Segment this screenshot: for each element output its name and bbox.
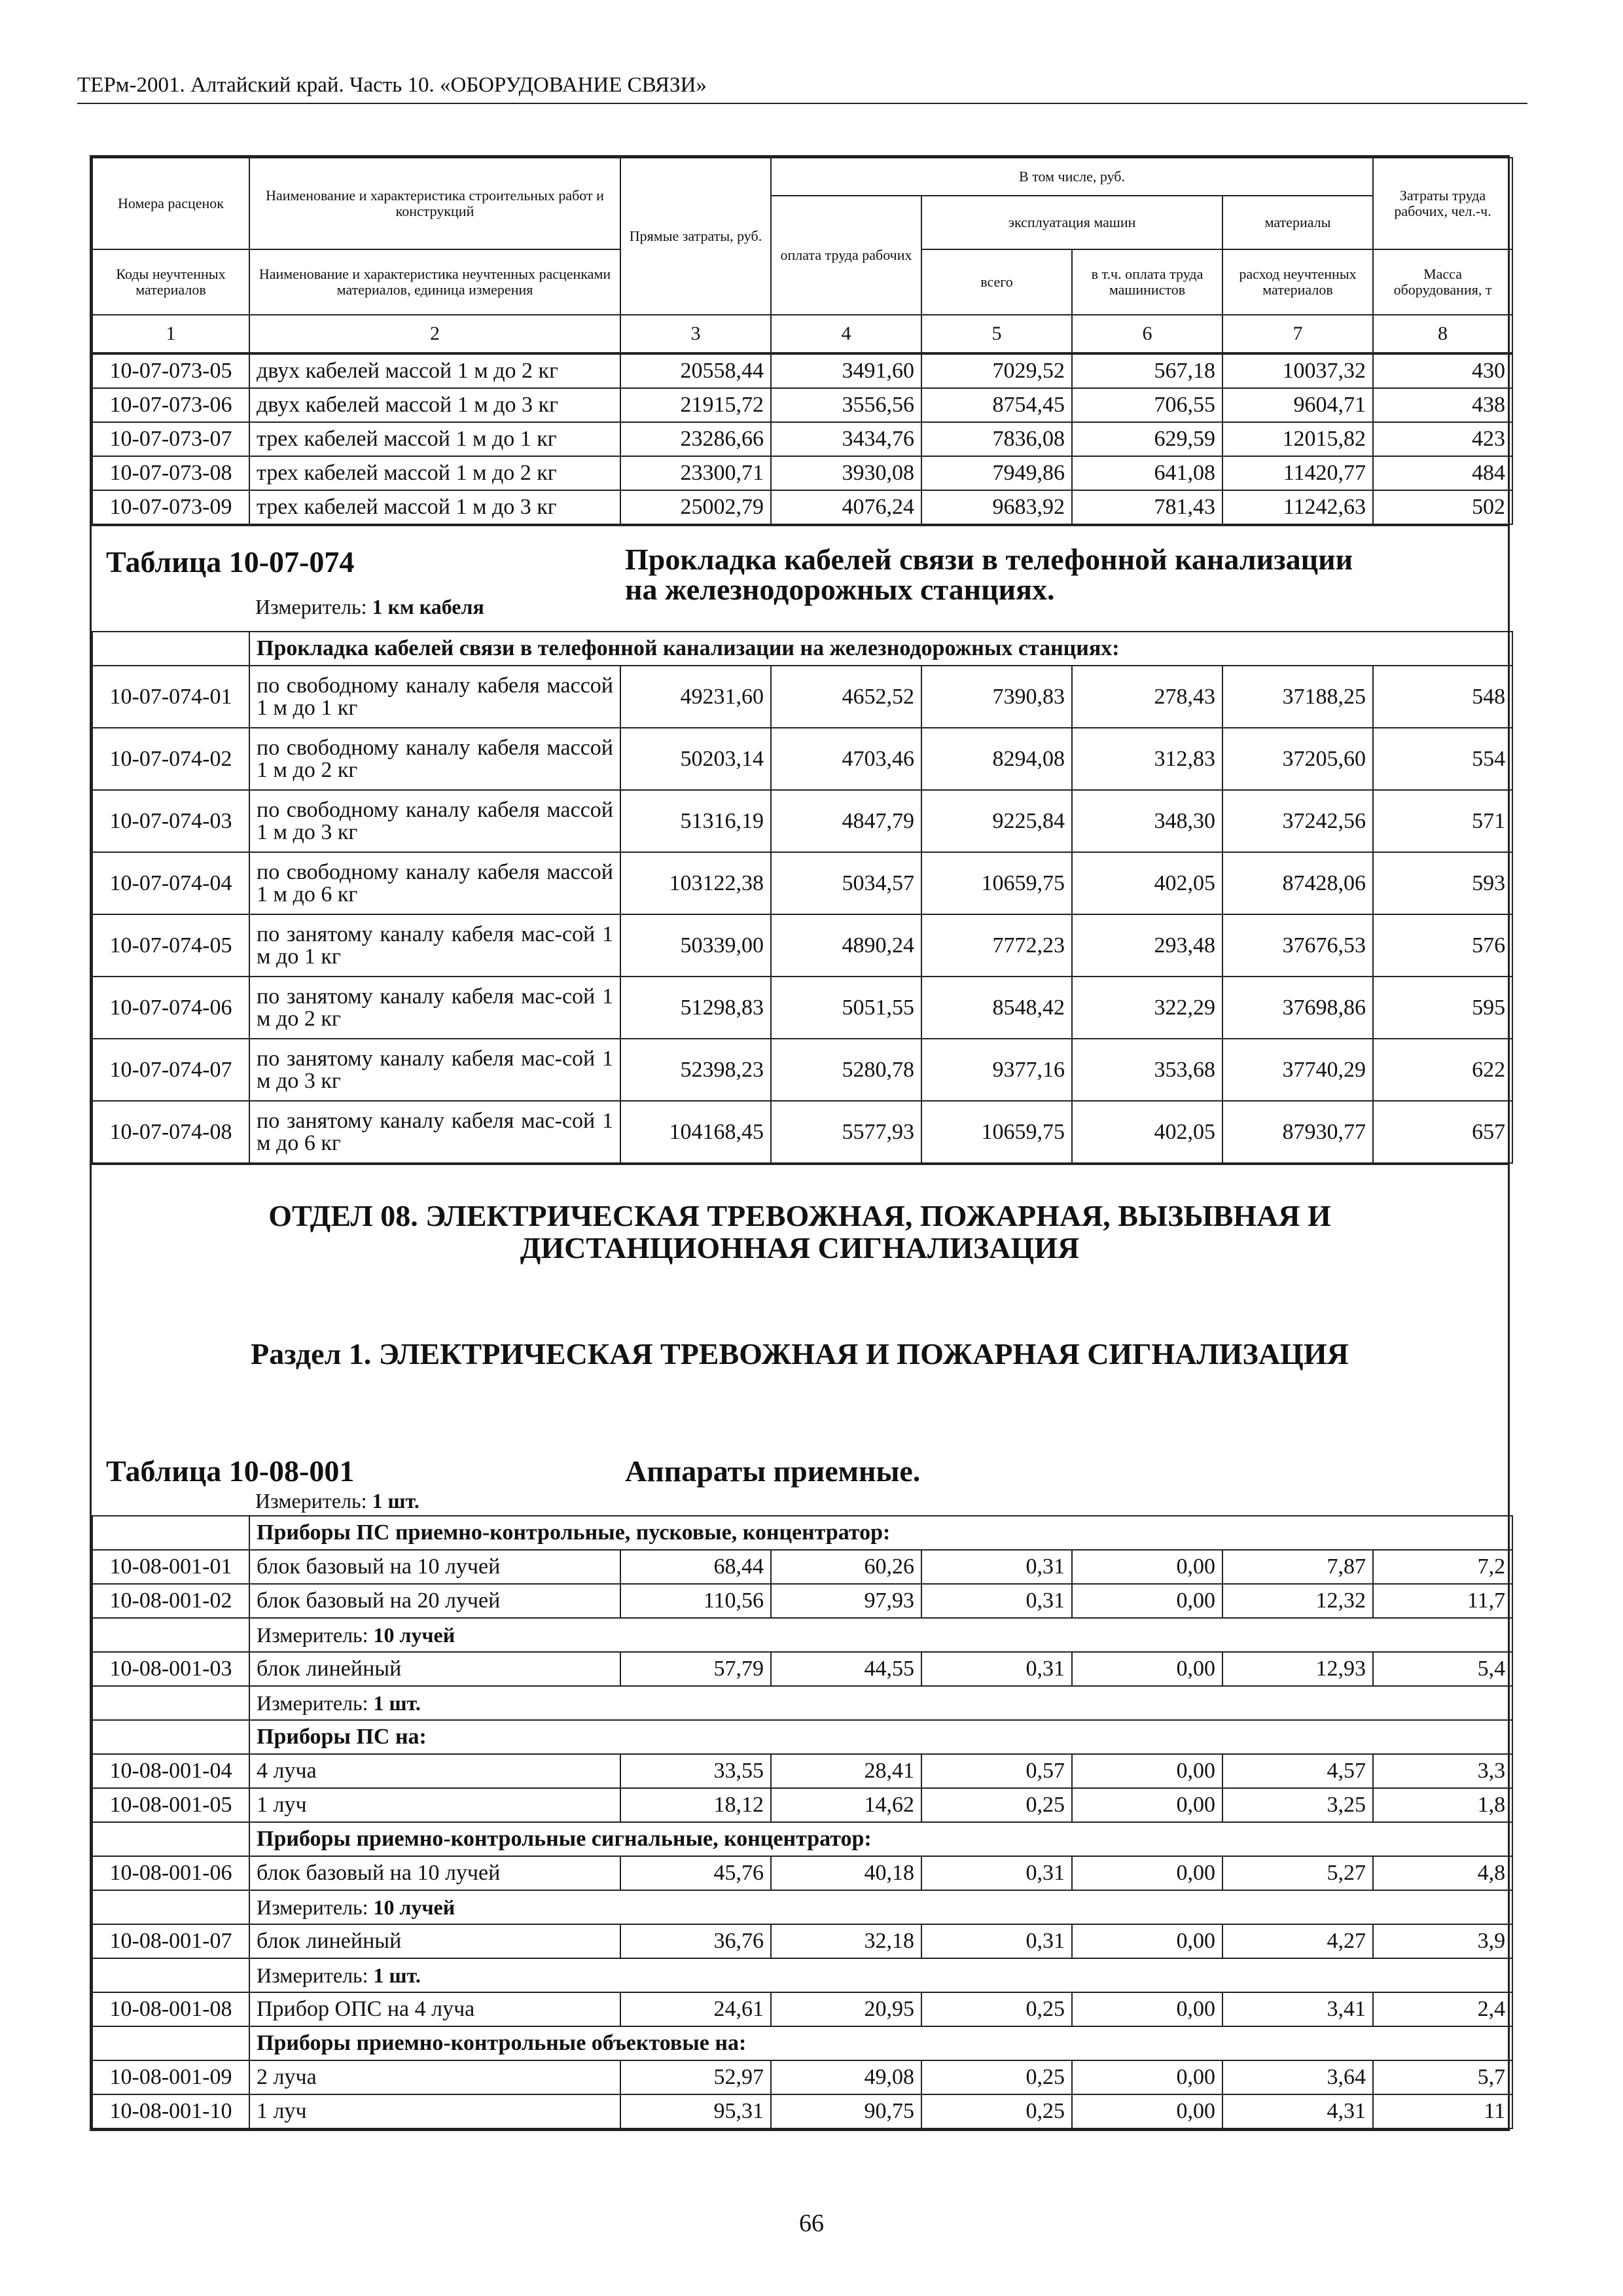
rate-code: 10-07-073-05	[92, 354, 249, 388]
machinist-pay: 0,00	[1072, 1856, 1222, 1890]
table-row	[92, 1754, 1512, 1788]
table3-rows	[92, 1515, 1513, 2129]
materials-cost: 37698,86	[1222, 977, 1373, 1039]
table-row	[92, 1550, 1512, 1584]
table2-block	[92, 525, 1508, 1164]
column-number: 6	[1072, 315, 1222, 353]
subheader-row	[92, 2026, 1512, 2060]
direct-cost: 68,44	[620, 1550, 771, 1584]
table-row	[92, 852, 1512, 914]
rate-code: 10-08-001-01	[92, 1550, 249, 1584]
work-name: трех кабелей массой 1 м до 2 кг	[249, 456, 620, 490]
empty-cell	[92, 1822, 249, 1856]
col-name-bottom: Наименование и характеристика неучтенных расценками материалов, единица измерения	[249, 249, 620, 315]
labor-pay: 14,62	[771, 1788, 921, 1822]
direct-cost: 52,97	[620, 2060, 771, 2094]
labor-hours: 11,7	[1373, 1584, 1512, 1618]
direct-cost: 36,76	[620, 1924, 771, 1958]
empty-cell	[92, 1618, 249, 1652]
table-row	[92, 914, 1512, 977]
materials-cost: 11242,63	[1222, 490, 1373, 524]
empty-cell	[92, 1958, 249, 1992]
table-row	[92, 666, 1512, 728]
work-name: блок базовый на 20 лучей	[249, 1584, 620, 1618]
direct-cost: 21915,72	[620, 388, 771, 422]
materials-cost: 37676,53	[1222, 914, 1373, 977]
materials-cost: 12,93	[1222, 1652, 1373, 1686]
work-name: 1 луч	[249, 1788, 620, 1822]
labor-hours: 4,8	[1373, 1856, 1512, 1890]
measure-value: 10 лучей	[373, 1623, 455, 1647]
direct-cost: 51298,83	[620, 977, 771, 1039]
work-name: по свободному каналу кабеля массой 1 м до 1 кг	[249, 666, 620, 728]
machinist-pay: 312,83	[1072, 728, 1222, 790]
labor-hours: 595	[1373, 977, 1512, 1039]
materials-cost: 87428,06	[1222, 852, 1373, 914]
measure-label: Измеритель:	[257, 1895, 368, 1919]
col-materials-sub: расход неучтенных материалов	[1222, 249, 1373, 315]
rate-code: 10-08-001-09	[92, 2060, 249, 2094]
machinist-pay: 402,05	[1072, 1101, 1222, 1163]
materials-cost: 3,64	[1222, 2060, 1373, 2094]
machinist-pay: 781,43	[1072, 490, 1222, 524]
col-machines-total: всего	[921, 249, 1072, 315]
col-incl: В том числе, руб.	[771, 158, 1373, 196]
direct-cost: 49231,60	[620, 666, 771, 728]
machines-total: 7836,08	[921, 422, 1072, 456]
machinist-pay: 567,18	[1072, 354, 1222, 388]
materials-cost: 37188,25	[1222, 666, 1373, 728]
measure-row	[92, 1618, 1512, 1652]
table2-number: Таблица 10-07-074	[106, 545, 355, 579]
rate-code: 10-08-001-04	[92, 1754, 249, 1788]
machines-total: 0,31	[921, 1652, 1072, 1686]
labor-pay: 49,08	[771, 2060, 921, 2094]
machinist-pay: 0,00	[1072, 1788, 1222, 1822]
table-row	[92, 1039, 1512, 1101]
machinist-pay: 706,55	[1072, 388, 1222, 422]
table-row	[92, 1584, 1512, 1618]
col-machines: эксплуатация машин	[921, 196, 1222, 249]
measure-text	[249, 1958, 1512, 1992]
labor-hours: 5,7	[1373, 2060, 1512, 2094]
machinist-pay: 278,43	[1072, 666, 1222, 728]
rate-code: 10-07-074-04	[92, 852, 249, 914]
materials-cost: 4,27	[1222, 1924, 1373, 1958]
labor-hours: 5,4	[1373, 1652, 1512, 1686]
labor-hours: 3,9	[1373, 1924, 1512, 1958]
labor-hours: 484	[1373, 456, 1512, 490]
measure-value: 10 лучей	[373, 1895, 455, 1919]
table-row	[92, 422, 1512, 456]
direct-cost: 23300,71	[620, 456, 771, 490]
labor-hours: 593	[1373, 852, 1512, 914]
col-machines-pay: в т.ч. оплата труда машинистов	[1072, 249, 1222, 315]
subheader-text: Приборы приемно-контрольные сигнальные, концентратор:	[249, 1822, 1512, 1856]
page-number: 66	[799, 2210, 824, 2237]
table-row	[92, 1101, 1512, 1163]
measure-text	[249, 1686, 1512, 1720]
rate-code: 10-08-001-07	[92, 1924, 249, 1958]
rate-code: 10-08-001-05	[92, 1788, 249, 1822]
col-code-top: Номера расценок	[92, 158, 249, 249]
col-labor-cost: Затраты труда рабочих, чел.-ч.	[1373, 158, 1512, 249]
measure-text	[249, 1618, 1512, 1652]
column-number: 3	[620, 315, 771, 353]
machines-total: 10659,75	[921, 1101, 1072, 1163]
table3-name: Аппараты приемные.	[625, 1454, 921, 1488]
measure-label: Измеритель:	[257, 1963, 368, 1987]
labor-pay: 28,41	[771, 1754, 921, 1788]
col-labor-pay: оплата труда рабочих	[771, 196, 921, 315]
labor-hours: 554	[1373, 728, 1512, 790]
table2-name: Прокладка кабелей связи в телефонной канализации на железнодорожных станциях.	[625, 543, 1353, 606]
machines-total: 0,25	[921, 2060, 1072, 2094]
table2-subheader: Прокладка кабелей связи в телефонной канализации на железнодорожных станциях:	[249, 632, 1512, 666]
work-name: блок базовый на 10 лучей	[249, 1550, 620, 1584]
subheader-text: Приборы ПС приемно-контрольные, пусковые, концентратор:	[249, 1516, 1512, 1550]
materials-cost: 37205,60	[1222, 728, 1373, 790]
direct-cost: 45,76	[620, 1856, 771, 1890]
labor-pay: 4076,24	[771, 490, 921, 524]
materials-cost: 11420,77	[1222, 456, 1373, 490]
materials-cost: 10037,32	[1222, 354, 1373, 388]
materials-cost: 37242,56	[1222, 790, 1373, 852]
labor-hours: 576	[1373, 914, 1512, 977]
table-row	[92, 388, 1512, 422]
machines-total: 7390,83	[921, 666, 1072, 728]
subheader-row	[92, 1720, 1512, 1754]
rate-code: 10-07-073-06	[92, 388, 249, 422]
machines-total: 0,31	[921, 1584, 1072, 1618]
rate-code: 10-08-001-02	[92, 1584, 249, 1618]
column-number: 7	[1222, 315, 1373, 353]
machines-total: 0,25	[921, 2094, 1072, 2128]
work-name: по занятому каналу кабеля мас-сой 1 м до 2 кг	[249, 977, 620, 1039]
table-row	[92, 2094, 1512, 2128]
empty-cell	[92, 2026, 249, 2060]
col-mass: Масса оборудования, т	[1373, 249, 1512, 315]
direct-cost: 24,61	[620, 1992, 771, 2026]
machinist-pay: 0,00	[1072, 2060, 1222, 2094]
measure-row	[92, 1686, 1512, 1720]
labor-pay: 20,95	[771, 1992, 921, 2026]
labor-pay: 40,18	[771, 1856, 921, 1890]
rate-code: 10-07-073-07	[92, 422, 249, 456]
labor-pay: 97,93	[771, 1584, 921, 1618]
table2-rows	[92, 631, 1513, 1164]
labor-hours: 548	[1373, 666, 1512, 728]
rate-code: 10-07-074-06	[92, 977, 249, 1039]
labor-pay: 60,26	[771, 1550, 921, 1584]
labor-pay: 44,55	[771, 1652, 921, 1686]
table-row	[92, 790, 1512, 852]
machinist-pay: 348,30	[1072, 790, 1222, 852]
col-materials: материалы	[1222, 196, 1373, 249]
machines-total: 8548,42	[921, 977, 1072, 1039]
materials-cost: 5,27	[1222, 1856, 1373, 1890]
rate-code: 10-08-001-06	[92, 1856, 249, 1890]
rate-code: 10-08-001-08	[92, 1992, 249, 2026]
work-name: блок линейный	[249, 1652, 620, 1686]
machines-total: 0,25	[921, 1788, 1072, 1822]
column-number: 5	[921, 315, 1072, 353]
rate-code: 10-08-001-03	[92, 1652, 249, 1686]
col-code-bottom: Коды неучтенных материалов	[92, 249, 249, 315]
direct-cost: 18,12	[620, 1788, 771, 1822]
labor-pay: 90,75	[771, 2094, 921, 2128]
work-name: 4 луча	[249, 1754, 620, 1788]
work-name: Прибор ОПС на 4 луча	[249, 1992, 620, 2026]
machines-total: 0,31	[921, 1856, 1072, 1890]
machines-total: 0,31	[921, 1924, 1072, 1958]
materials-cost: 3,25	[1222, 1788, 1373, 1822]
labor-hours: 571	[1373, 790, 1512, 852]
table-row	[92, 2060, 1512, 2094]
empty-cell	[92, 1890, 249, 1924]
direct-cost: 57,79	[620, 1652, 771, 1686]
materials-cost: 87930,77	[1222, 1101, 1373, 1163]
direct-cost: 25002,79	[620, 490, 771, 524]
table3-measure: Измеритель: 1 шт.	[255, 1489, 419, 1513]
measure-row	[92, 1890, 1512, 1924]
labor-hours: 11	[1373, 2094, 1512, 2128]
machines-total: 8294,08	[921, 728, 1072, 790]
labor-hours: 3,3	[1373, 1754, 1512, 1788]
labor-pay: 4847,79	[771, 790, 921, 852]
measure-text	[249, 1890, 1512, 1924]
rate-code: 10-07-074-05	[92, 914, 249, 977]
materials-cost: 4,57	[1222, 1754, 1373, 1788]
labor-hours: 423	[1373, 422, 1512, 456]
machines-total: 0,31	[921, 1550, 1072, 1584]
table2-subheader-row	[92, 632, 1512, 666]
measure-value: 1 шт.	[373, 1963, 421, 1987]
work-name: блок базовый на 10 лучей	[249, 1856, 620, 1890]
measure-label: Измеритель:	[257, 1691, 368, 1715]
labor-pay: 3930,08	[771, 456, 921, 490]
labor-pay: 5051,55	[771, 977, 921, 1039]
direct-cost: 51316,19	[620, 790, 771, 852]
column-header-table	[92, 157, 1513, 353]
machinist-pay: 402,05	[1072, 852, 1222, 914]
machines-total: 7029,52	[921, 354, 1072, 388]
labor-hours: 438	[1373, 388, 1512, 422]
labor-hours: 622	[1373, 1039, 1512, 1101]
materials-cost: 4,31	[1222, 2094, 1373, 2128]
direct-cost: 50203,14	[620, 728, 771, 790]
work-name: двух кабелей массой 1 м до 2 кг	[249, 354, 620, 388]
table2-measure: Измеритель: 1 км кабеля	[255, 595, 484, 619]
labor-hours: 430	[1373, 354, 1512, 388]
labor-hours: 502	[1373, 490, 1512, 524]
machinist-pay: 322,29	[1072, 977, 1222, 1039]
table-row	[92, 456, 1512, 490]
table-row	[92, 1924, 1512, 1958]
direct-cost: 33,55	[620, 1754, 771, 1788]
machines-total: 8754,45	[921, 388, 1072, 422]
work-name: по свободному каналу кабеля массой 1 м до 2 кг	[249, 728, 620, 790]
labor-pay: 5034,57	[771, 852, 921, 914]
table-row	[92, 1652, 1512, 1686]
machinist-pay: 0,00	[1072, 1992, 1222, 2026]
labor-hours: 1,8	[1373, 1788, 1512, 1822]
column-number: 2	[249, 315, 620, 353]
labor-pay: 4652,52	[771, 666, 921, 728]
work-name: двух кабелей массой 1 м до 3 кг	[249, 388, 620, 422]
subheader-row	[92, 1516, 1512, 1550]
machinist-pay: 0,00	[1072, 2094, 1222, 2128]
table3-number: Таблица 10-08-001	[106, 1454, 355, 1488]
rate-code: 10-07-074-01	[92, 666, 249, 728]
work-name: по свободному каналу кабеля массой 1 м до 6 кг	[249, 852, 620, 914]
labor-pay: 32,18	[771, 1924, 921, 1958]
machinist-pay: 293,48	[1072, 914, 1222, 977]
table1-rows	[92, 353, 1513, 525]
materials-cost: 12015,82	[1222, 422, 1373, 456]
rate-code: 10-07-074-07	[92, 1039, 249, 1101]
razdel-heading: Раздел 1. ЭЛЕКТРИЧЕСКАЯ ТРЕВОЖНАЯ И ПОЖАРНАЯ СИГНАЛИЗАЦИЯ	[251, 1337, 1349, 1371]
direct-cost: 20558,44	[620, 354, 771, 388]
machinist-pay: 0,00	[1072, 1754, 1222, 1788]
machines-total: 7772,23	[921, 914, 1072, 977]
machines-total: 0,25	[921, 1992, 1072, 2026]
machinist-pay: 0,00	[1072, 1924, 1222, 1958]
rate-code: 10-07-074-08	[92, 1101, 249, 1163]
table-row	[92, 977, 1512, 1039]
machinist-pay: 641,08	[1072, 456, 1222, 490]
labor-hours: 657	[1373, 1101, 1512, 1163]
empty-cell	[92, 1720, 249, 1754]
materials-cost: 12,32	[1222, 1584, 1373, 1618]
work-name: по свободному каналу кабеля массой 1 м до 3 кг	[249, 790, 620, 852]
table-row	[92, 490, 1512, 524]
direct-cost: 95,31	[620, 2094, 771, 2128]
table2-title	[92, 526, 1508, 631]
direct-cost: 23286,66	[620, 422, 771, 456]
work-name: трех кабелей массой 1 м до 3 кг	[249, 490, 620, 524]
column-number: 8	[1373, 315, 1512, 353]
labor-pay: 3434,76	[771, 422, 921, 456]
rate-code: 10-07-074-03	[92, 790, 249, 852]
machines-total: 10659,75	[921, 852, 1072, 914]
machines-total: 0,57	[921, 1754, 1072, 1788]
machines-total: 7949,86	[921, 456, 1072, 490]
section-block	[92, 1164, 1508, 2129]
machines-total: 9377,16	[921, 1039, 1072, 1101]
table-row	[92, 728, 1512, 790]
measure-row	[92, 1958, 1512, 1992]
labor-hours: 2,4	[1373, 1992, 1512, 2026]
measure-value: 1 шт.	[373, 1691, 421, 1715]
direct-cost: 104168,45	[620, 1101, 771, 1163]
price-table-frame	[90, 155, 1510, 2131]
labor-pay: 5280,78	[771, 1039, 921, 1101]
work-name: 2 луча	[249, 2060, 620, 2094]
table-row	[92, 1788, 1512, 1822]
rate-code: 10-07-074-02	[92, 728, 249, 790]
machinist-pay: 353,68	[1072, 1039, 1222, 1101]
work-name: трех кабелей массой 1 м до 1 кг	[249, 422, 620, 456]
materials-cost: 7,87	[1222, 1550, 1373, 1584]
direct-cost: 110,56	[620, 1584, 771, 1618]
work-name: блок линейный	[249, 1924, 620, 1958]
rate-code: 10-08-001-10	[92, 2094, 249, 2128]
measure-label: Измеритель:	[257, 1623, 368, 1647]
direct-cost: 103122,38	[620, 852, 771, 914]
direct-cost: 52398,23	[620, 1039, 771, 1101]
table-row	[92, 1856, 1512, 1890]
machinist-pay: 629,59	[1072, 422, 1222, 456]
table-row	[92, 354, 1512, 388]
column-number: 4	[771, 315, 921, 353]
work-name: по занятому каналу кабеля мас-сой 1 м до 6 кг	[249, 1101, 620, 1163]
machines-total: 9683,92	[921, 490, 1072, 524]
running-header: ТЕРм-2001. Алтайский край. Часть 10. «ОБОРУДОВАНИЕ СВЯЗИ»	[77, 73, 1527, 104]
direct-cost: 50339,00	[620, 914, 771, 977]
labor-pay: 3556,56	[771, 388, 921, 422]
labor-pay: 3491,60	[771, 354, 921, 388]
column-number: 1	[92, 315, 249, 353]
empty-cell	[92, 1516, 249, 1550]
col-direct: Прямые затраты, руб.	[620, 158, 771, 315]
work-name: 1 луч	[249, 2094, 620, 2128]
rate-code: 10-07-073-09	[92, 490, 249, 524]
machinist-pay: 0,00	[1072, 1550, 1222, 1584]
work-name: по занятому каналу кабеля мас-сой 1 м до 3 кг	[249, 1039, 620, 1101]
work-name: по занятому каналу кабеля мас-сой 1 м до 1 кг	[249, 914, 620, 977]
materials-cost: 9604,71	[1222, 388, 1373, 422]
labor-pay: 4703,46	[771, 728, 921, 790]
col-name-top: Наименование и характеристика строительных работ и конструкций	[249, 158, 620, 249]
materials-cost: 3,41	[1222, 1992, 1373, 2026]
rate-code: 10-07-073-08	[92, 456, 249, 490]
labor-hours: 7,2	[1373, 1550, 1512, 1584]
machines-total: 9225,84	[921, 790, 1072, 852]
subheader-text: Приборы ПС на:	[249, 1720, 1512, 1754]
table-row	[92, 1992, 1512, 2026]
labor-pay: 4890,24	[771, 914, 921, 977]
subheader-text: Приборы приемно-контрольные объектовые на:	[249, 2026, 1512, 2060]
subheader-row	[92, 1822, 1512, 1856]
machinist-pay: 0,00	[1072, 1584, 1222, 1618]
empty-cell	[92, 1686, 249, 1720]
labor-pay: 5577,93	[771, 1101, 921, 1163]
materials-cost: 37740,29	[1222, 1039, 1373, 1101]
machinist-pay: 0,00	[1072, 1652, 1222, 1686]
department-heading: ОТДЕЛ 08. ЭЛЕКТРИЧЕСКАЯ ТРЕВОЖНАЯ, ПОЖАРНАЯ, ВЫЗЫВНАЯ И ДИСТАНЦИОННАЯ СИГНАЛИЗАЦИЯ	[268, 1199, 1331, 1265]
